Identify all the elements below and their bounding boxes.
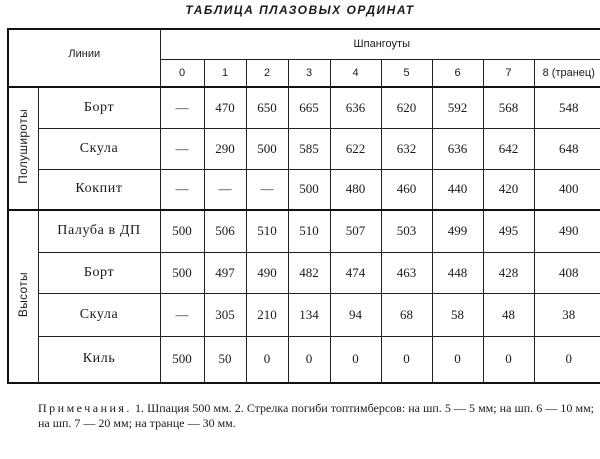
ordinate-value: — xyxy=(160,128,204,169)
ordinate-value: 460 xyxy=(381,169,432,210)
table-row xyxy=(8,336,600,383)
ordinate-value: — xyxy=(204,169,246,210)
ordinate-value: 500 xyxy=(288,169,330,210)
ordinate-value: 500 xyxy=(160,336,204,383)
ordinate-value: 500 xyxy=(246,128,288,169)
ordinate-value: 38 xyxy=(534,293,600,336)
plaza-ordinates-table xyxy=(7,28,600,384)
line-name: Скула xyxy=(38,293,160,336)
ordinate-value: 290 xyxy=(204,128,246,169)
ordinate-value: 636 xyxy=(432,128,483,169)
ordinate-value: 636 xyxy=(330,87,381,128)
ordinate-value: 585 xyxy=(288,128,330,169)
frame-number-header: 3 xyxy=(288,59,330,87)
line-name: Скула xyxy=(38,128,160,169)
ordinate-value: 94 xyxy=(330,293,381,336)
ordinate-value: 495 xyxy=(483,210,534,252)
frames-header: Шпангоуты xyxy=(160,29,600,59)
ordinate-value: 305 xyxy=(204,293,246,336)
ordinate-value: 134 xyxy=(288,293,330,336)
table-row xyxy=(8,128,600,169)
ordinate-value: 650 xyxy=(246,87,288,128)
frame-number-header: 2 xyxy=(246,59,288,87)
table-row xyxy=(8,87,600,128)
ordinate-value: 0 xyxy=(288,336,330,383)
ordinate-value: — xyxy=(160,169,204,210)
ordinate-value: 68 xyxy=(381,293,432,336)
ordinate-value: 470 xyxy=(204,87,246,128)
ordinate-value: 48 xyxy=(483,293,534,336)
ordinate-value: 507 xyxy=(330,210,381,252)
ordinate-value: 0 xyxy=(246,336,288,383)
ordinate-value: 58 xyxy=(432,293,483,336)
ordinate-value: 474 xyxy=(330,252,381,293)
footnote xyxy=(38,401,594,431)
line-name: Борт xyxy=(38,252,160,293)
ordinate-value: 448 xyxy=(432,252,483,293)
ordinate-value: 0 xyxy=(483,336,534,383)
ordinate-value: 500 xyxy=(160,252,204,293)
ordinate-value: 463 xyxy=(381,252,432,293)
ordinate-value: 480 xyxy=(330,169,381,210)
ordinate-value: 0 xyxy=(432,336,483,383)
frame-number-header: 8 (транец) xyxy=(534,59,600,87)
ordinate-value: 210 xyxy=(246,293,288,336)
ordinate-value: 620 xyxy=(381,87,432,128)
ordinate-value: — xyxy=(160,87,204,128)
frame-number-header: 4 xyxy=(330,59,381,87)
table-row xyxy=(8,210,600,252)
line-name: Киль xyxy=(38,336,160,383)
frame-number-header: 1 xyxy=(204,59,246,87)
ordinate-value: — xyxy=(246,169,288,210)
table-row xyxy=(8,252,600,293)
ordinate-value: 500 xyxy=(160,210,204,252)
ordinate-value: 50 xyxy=(204,336,246,383)
ordinate-value: 642 xyxy=(483,128,534,169)
ordinate-value: 592 xyxy=(432,87,483,128)
ordinate-value: 482 xyxy=(288,252,330,293)
footnote-label: Примечания. xyxy=(38,401,132,415)
ordinate-value: 499 xyxy=(432,210,483,252)
group-label: Высоты xyxy=(16,271,31,318)
table-row xyxy=(8,293,600,336)
line-name: Борт xyxy=(38,87,160,128)
line-name: Кокпит xyxy=(38,169,160,210)
ordinate-value: 568 xyxy=(483,87,534,128)
ordinate-value: 0 xyxy=(534,336,600,383)
ordinate-value: 648 xyxy=(534,128,600,169)
ordinate-value: 497 xyxy=(204,252,246,293)
ordinate-value: 506 xyxy=(204,210,246,252)
ordinate-value: 408 xyxy=(534,252,600,293)
ordinate-value: 503 xyxy=(381,210,432,252)
ordinate-value: 632 xyxy=(381,128,432,169)
table-title: ТАБЛИЦА ПЛАЗОВЫХ ОРДИНАТ xyxy=(185,3,415,17)
ordinate-value: 548 xyxy=(534,87,600,128)
ordinate-value: 428 xyxy=(483,252,534,293)
ordinate-value: 622 xyxy=(330,128,381,169)
ordinate-value: 510 xyxy=(246,210,288,252)
ordinate-value: 665 xyxy=(288,87,330,128)
frame-number-header: 5 xyxy=(381,59,432,87)
lines-header: Линии xyxy=(8,29,160,87)
ordinate-value: 0 xyxy=(330,336,381,383)
ordinate-value: 400 xyxy=(534,169,600,210)
frame-number-header: 0 xyxy=(160,59,204,87)
group-label-cell xyxy=(8,210,38,383)
line-name: Палуба в ДП xyxy=(38,210,160,252)
frame-number-header: 6 xyxy=(432,59,483,87)
ordinate-value: 490 xyxy=(246,252,288,293)
ordinate-value: 420 xyxy=(483,169,534,210)
ordinate-value: 0 xyxy=(381,336,432,383)
ordinate-value: 440 xyxy=(432,169,483,210)
footnote-text: 1. Шпация 500 мм. 2. Стрелка погиби топтимберсов: на шп. 5 — 5 мм; на шп. 6 — 10 мм; на шп. 7 — 20 мм; на транце — 30 мм. xyxy=(38,401,594,430)
ordinate-value: 510 xyxy=(288,210,330,252)
group-label-cell xyxy=(8,87,38,210)
ordinate-value: — xyxy=(160,293,204,336)
table-body xyxy=(8,29,600,383)
table-row xyxy=(8,169,600,210)
frame-number-header: 7 xyxy=(483,59,534,87)
ordinate-value: 490 xyxy=(534,210,600,252)
group-label: Полуширoты xyxy=(16,109,31,184)
header-row-frames xyxy=(8,29,600,59)
